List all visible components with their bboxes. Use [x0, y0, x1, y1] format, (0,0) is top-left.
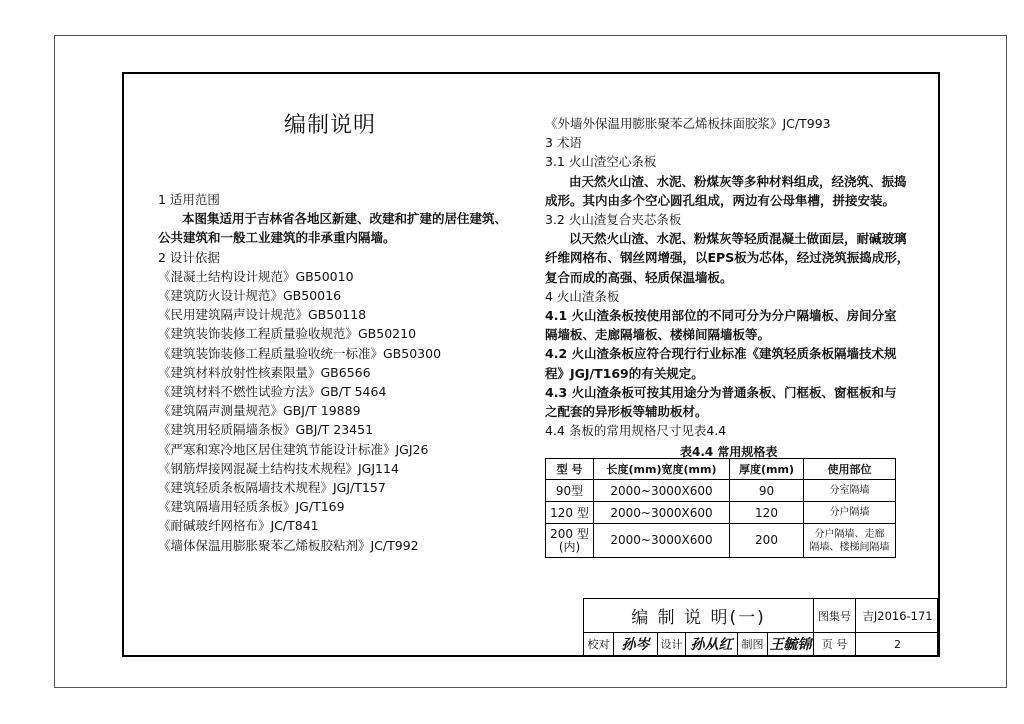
atlas-label: 图集号: [814, 599, 856, 632]
table-cell: 90型: [546, 480, 594, 502]
table-row: [546, 502, 896, 524]
text-line: 《混凝土结构设计规范》GB50010: [158, 268, 354, 284]
text-line: 《耐碱玻纤网格布》JC/T841: [158, 518, 319, 534]
text-line: 《民用建筑隔声设计规范》GB50118: [158, 307, 367, 323]
text-line: 《墙体保温用膨胀聚苯乙烯板胶粘剂》JC/T992: [158, 537, 419, 553]
table-caption: 表4.4 常用规格表: [680, 445, 778, 459]
header-usage: 使用部位: [804, 459, 896, 480]
check-label: 校对: [584, 632, 614, 656]
table-row: [546, 524, 896, 558]
page-number: 2: [894, 637, 901, 651]
text-line: 2 设计依据: [158, 249, 220, 265]
text-line: 1 适用范围: [158, 192, 220, 207]
text-line: 《严寒和寒冷地区居住建筑节能设计标准》JGJ26: [158, 441, 429, 457]
text-line: 之配套的异形板等辅助板材。: [545, 404, 708, 419]
text-line: 程》JGJ/T169的有关规定。: [545, 365, 704, 381]
page-title: 编制说明: [284, 113, 377, 138]
title-block: [583, 598, 938, 655]
text-line: 本图集适用于吉林省各地区新建、改建和扩建的居住建筑、: [182, 211, 508, 227]
header-size: 长度(mm)宽度(mm): [594, 459, 730, 480]
draw-signature: 王毓锦: [768, 632, 814, 656]
table-cell: 120 型: [546, 502, 594, 524]
text-line: 《外墙外保温用膨胀聚苯乙烯板抹面胶浆》JC/T993: [545, 116, 831, 131]
title-block-title: 编 制 说 明(一): [584, 599, 814, 632]
text-line: 3 术语: [545, 135, 582, 151]
text-line: 4 火山渣条板: [545, 288, 620, 304]
table-cell: 200 型 (内): [546, 524, 594, 558]
title-block-row1: [584, 599, 937, 633]
table-cell: 2000~3000X600: [594, 480, 730, 502]
table-cell: 2000~3000X600: [594, 524, 730, 558]
header-model: 型 号: [546, 459, 594, 480]
text-line: 《建筑隔墙用轻质条板》JG/T169: [158, 499, 345, 515]
spec-table: [545, 458, 896, 558]
text-line: 4.2 火山渣条板应符合现行行业标准《建筑轻质条板隔墙技术规: [545, 346, 897, 362]
table-cell: 分室隔墙: [804, 480, 896, 502]
design-signature: 孙从红: [686, 632, 738, 656]
table-row: [546, 480, 896, 502]
text-line: 3.2 火山渣复合夹芯条板: [545, 212, 682, 227]
text-line: 《建筑装饰装修工程质量验收统一标准》GB50300: [158, 345, 442, 361]
text-line: 由天然火山渣、水泥、粉煤灰等多种材料组成，经浇筑、振捣: [569, 173, 907, 189]
text-line: 《建筑材料不燃性试验方法》GB/T 5464: [158, 384, 387, 399]
header-thickness: 厚度(mm): [730, 459, 804, 480]
table-cell: 90: [730, 480, 804, 502]
page-label: 页 号: [814, 632, 856, 656]
atlas-number: 吉J2016-171: [862, 608, 933, 623]
text-line: 4.4 条板的常用规格尺寸见表4.4: [545, 423, 727, 439]
text-line: 成形。其内由多个空心圆孔组成，两边有公母隼槽，拼接安装。: [545, 192, 896, 208]
table-cell: 120: [730, 502, 804, 524]
title-block-row2: [584, 632, 937, 656]
text-line: 《建筑用轻质隔墙条板》GBJ/T 23451: [158, 422, 374, 438]
text-line: 《建筑隔声测量规范》GBJ/T 19889: [158, 403, 361, 419]
text-line: 复合而成的高强、轻质保温墙板。: [545, 269, 733, 285]
draw-label: 制图: [738, 632, 768, 656]
table-cell: 分户隔墙: [804, 502, 896, 524]
text-line: 《钢筋焊接网混凝土结构技术规程》JGJ114: [158, 460, 399, 476]
design-label: 设计: [658, 632, 686, 656]
text-line: 《建筑轻质条板隔墙技术规程》JGJ/T157: [158, 480, 386, 495]
text-line: 《建筑装饰装修工程质量验收规范》GB50210: [158, 326, 417, 342]
table-cell: 200: [730, 524, 804, 558]
text-line: 3.1 火山渣空心条板: [545, 154, 657, 170]
text-line: 4.1 火山渣条板按使用部位的不同可分为分户隔墙板、房间分室: [545, 308, 897, 323]
text-line: 隔墙板、走廊隔墙板、楼梯间隔墙板等。: [545, 327, 771, 343]
text-line: 公共建筑和一般工业建筑的非承重内隔墙。: [158, 230, 396, 246]
text-line: 《建筑材料放射性核素限量》GB6566: [158, 364, 371, 380]
text-line: 纤维网格布、钢丝网增强，以EPS板为芯体，经过浇筑振捣成形，: [545, 250, 910, 266]
text-line: 《建筑防火设计规范》GB50016: [158, 288, 342, 303]
check-signature: 孙岑: [614, 632, 658, 656]
text-line: 4.3 火山渣条板可按其用途分为普通条板、门框板、窗框板和与: [545, 384, 897, 400]
table-cell: 2000~3000X600: [594, 502, 730, 524]
table-header-row: [546, 459, 896, 480]
table-cell: 分户隔墙、走廊 隔墙、楼梯间隔墙: [804, 524, 896, 558]
text-line: 以天然火山渣、水泥、粉煤灰等轻质混凝土做面层，耐碱玻璃: [569, 231, 907, 247]
